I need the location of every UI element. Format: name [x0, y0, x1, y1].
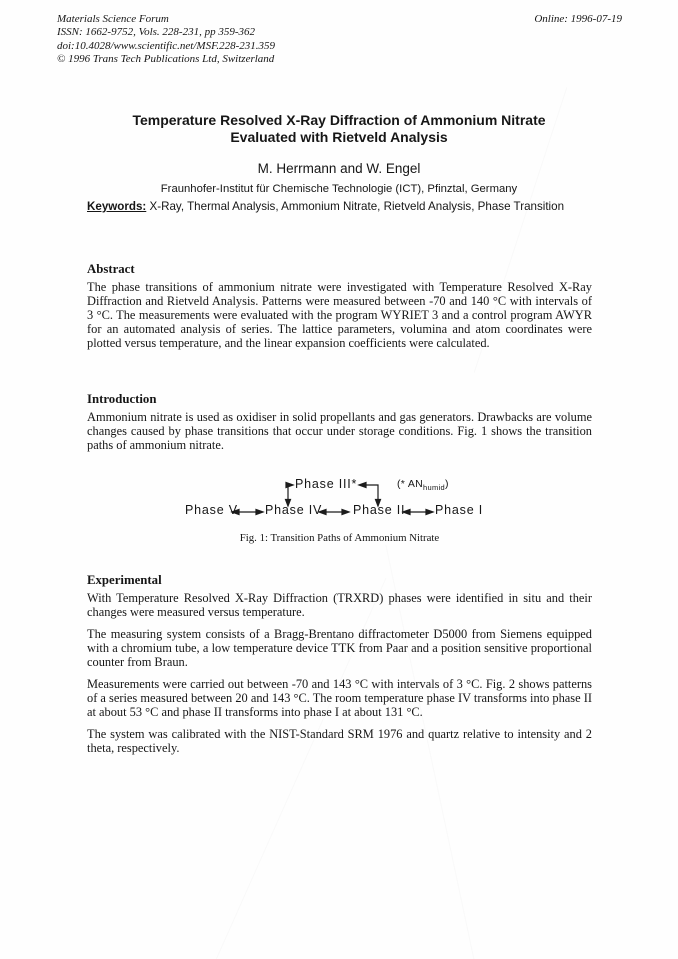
- an-humid-annotation: [397, 478, 449, 492]
- experimental-paragraph: The system was calibrated with the NIST-Standard SRM 1976 and quartz relative to intensity and 2 theta, respectively.: [87, 727, 592, 755]
- journal-name: Materials Science Forum: [57, 13, 169, 25]
- abstract-text: The phase transitions of ammonium nitrate were investigated with Temperature Resolved X-Ray Diffraction and Rietveld Analysis. Patterns were measured between -70 and 140 °C with intervals of 3 °C. The measurements were evaluated with the program WYRIET 3 and a control program AWYR for an automated analysis of series. The lattice parameters, volumina and atom coordinates were plotted versus temperature, and the linear expansion coefficients were calculated.: [87, 280, 592, 350]
- affiliation: Fraunhofer-Institut für Chemische Technologie (ICT), Pfinztal, Germany: [160, 183, 518, 195]
- abstract-heading: Abstract: [87, 262, 135, 276]
- phase-iv-label: Phase IV: [265, 503, 323, 517]
- experimental-paragraph: With Temperature Resolved X-Ray Diffraction (TRXRD) phases were identified in situ and their changes were measured versus temperature.: [87, 591, 592, 619]
- annotation-pre: (* AN: [397, 478, 424, 490]
- phase-ii-label: Phase II: [353, 503, 406, 517]
- journal-header: [57, 13, 275, 67]
- experimental-paragraph: The measuring system consists of a Bragg-Brentano diffractometer D5000 from Siemens equipped with a chromium tube, a low temperature device TTK from Paar and a position sensitive proportional counter from Braun.: [87, 627, 592, 669]
- introduction-heading: Introduction: [87, 392, 157, 406]
- annotation-post: ): [444, 478, 449, 490]
- copyright-line: © 1996 Trans Tech Publications Ltd, Switzerland: [57, 53, 275, 66]
- phase-i-label: Phase I: [435, 503, 483, 517]
- online-date: Online: 1996-07-19: [534, 13, 622, 25]
- experimental-heading: Experimental: [87, 573, 162, 587]
- keywords-line: [87, 200, 627, 213]
- issn-line: ISSN: 1662-9752, Vols. 228-231, pp 359-362: [57, 26, 255, 39]
- introduction-text: Ammonium nitrate is used as oxidiser in solid propellants and gas generators. Drawbacks are volume changes caused by phase transitions that occur under storage conditions. Fig. 1 shows the transition paths of ammonium nitrate.: [87, 410, 592, 452]
- doi-line: doi:10.4028/www.scientific.net/MSF.228-231.359: [57, 39, 276, 52]
- annotation-sub: humid: [423, 483, 445, 493]
- phase-v-label: Phase V: [185, 503, 238, 517]
- keywords-label: Keywords:: [87, 200, 147, 213]
- experimental-paragraph: Measurements were carried out between -70 and 143 °C with intervals of 3 °C. Fig. 2 shows patterns of a series measured between 20 and 143 °C. The room temperature phase IV transforms into phase II at about 53 °C and phase II transforms into phase I at about 131 °C.: [87, 677, 592, 719]
- paper-title-line2: Evaluated with Rietveld Analysis: [230, 128, 448, 145]
- phase-iii-label: Phase III*: [295, 477, 358, 491]
- figure1-caption: Fig. 1: Transition Paths of Ammonium Nitrate: [239, 532, 440, 544]
- figure1-diagram: [87, 472, 592, 528]
- keywords-text: X-Ray, Thermal Analysis, Ammonium Nitrate, Rietveld Analysis, Phase Transition: [146, 200, 565, 213]
- authors: M. Herrmann and W. Engel: [257, 161, 421, 176]
- paper-body: [87, 262, 592, 755]
- paper-title-line1: Temperature Resolved X-Ray Diffraction of Ammonium Nitrate: [132, 112, 546, 128]
- paper-title: [0, 112, 678, 145]
